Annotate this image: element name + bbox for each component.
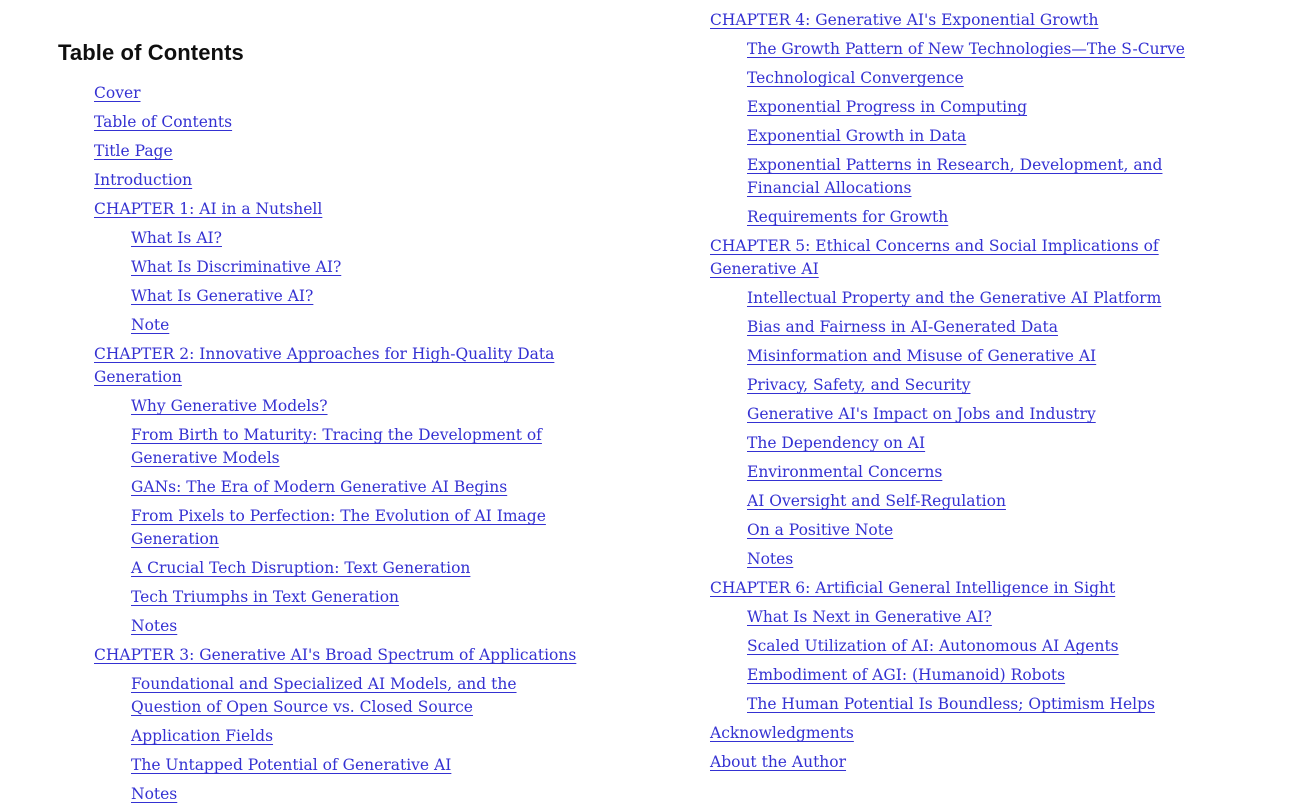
toc-entry xyxy=(94,82,582,105)
toc-sub-link[interactable]: The Human Potential Is Boundless; Optimism Helps xyxy=(747,695,1155,713)
toc-sub-link[interactable]: AI Oversight and Self-Regulation xyxy=(747,492,1006,510)
page-title: Table of Contents xyxy=(58,40,244,65)
toc-sub-link[interactable]: Note xyxy=(131,316,170,334)
toc-entry xyxy=(131,586,582,609)
toc-list-right xyxy=(710,9,1234,774)
toc-top-link[interactable]: CHAPTER 2: Innovative Approaches for High-Quality Data Generation xyxy=(94,345,555,386)
toc-entry xyxy=(94,343,582,389)
toc-top-link[interactable]: CHAPTER 4: Generative AI's Exponential Growth xyxy=(710,11,1099,29)
toc-entry xyxy=(747,548,1234,571)
toc-entry xyxy=(747,664,1234,687)
toc-sub-link[interactable]: What Is Generative AI? xyxy=(131,287,314,305)
toc-sub-link[interactable]: Technological Convergence xyxy=(747,69,964,87)
toc-entry xyxy=(747,490,1234,513)
toc-entry xyxy=(710,722,1234,745)
toc-entry xyxy=(747,374,1234,397)
toc-sub-link[interactable]: Misinformation and Misuse of Generative AI xyxy=(747,347,1097,365)
toc-entry xyxy=(131,673,582,719)
toc-sub-link[interactable]: On a Positive Note xyxy=(747,521,894,539)
toc-sub-link[interactable]: Exponential Patterns in Research, Development, and Financial Allocations xyxy=(747,156,1163,197)
toc-entry xyxy=(131,505,582,551)
toc-entry xyxy=(747,403,1234,426)
toc-sub-link[interactable]: Generative AI's Impact on Jobs and Industry xyxy=(747,405,1096,423)
toc-entry xyxy=(747,316,1234,339)
toc-entry xyxy=(131,557,582,580)
toc-sub-link[interactable]: GANs: The Era of Modern Generative AI Begins xyxy=(131,478,508,496)
toc-top-link[interactable]: Table of Contents xyxy=(94,113,233,131)
toc-sub-link[interactable]: Requirements for Growth xyxy=(747,208,949,226)
toc-sub-link[interactable]: A Crucial Tech Disruption: Text Generation xyxy=(131,559,471,577)
toc-top-link[interactable]: CHAPTER 1: AI in a Nutshell xyxy=(94,200,323,218)
toc-entry xyxy=(131,615,582,638)
toc-entry xyxy=(131,754,582,777)
toc-entry xyxy=(747,125,1234,148)
toc-entry xyxy=(131,314,582,337)
toc-entry xyxy=(747,693,1234,716)
toc-sub-link[interactable]: Intellectual Property and the Generative AI Platform xyxy=(747,289,1162,307)
toc-entry xyxy=(94,140,582,163)
toc-entry xyxy=(747,287,1234,310)
toc-entry xyxy=(94,169,582,192)
toc-entry xyxy=(131,285,582,308)
toc-top-link[interactable]: Introduction xyxy=(94,171,193,189)
toc-entry xyxy=(747,67,1234,90)
toc-entry xyxy=(94,198,582,221)
toc-sub-link[interactable]: What Is AI? xyxy=(131,229,222,247)
toc-sub-link[interactable]: Application Fields xyxy=(131,727,274,745)
toc-sub-link[interactable]: Bias and Fairness in AI-Generated Data xyxy=(747,318,1059,336)
toc-sub-link[interactable]: Exponential Progress in Computing xyxy=(747,98,1028,116)
toc-top-link[interactable]: CHAPTER 5: Ethical Concerns and Social Implications of Generative AI xyxy=(710,237,1159,278)
toc-list-left xyxy=(58,82,582,806)
toc-entry xyxy=(747,206,1234,229)
toc-sub-link[interactable]: Notes xyxy=(131,785,178,803)
toc-entry xyxy=(131,725,582,748)
toc-entry xyxy=(747,345,1234,368)
toc-entry xyxy=(747,461,1234,484)
toc-entry xyxy=(747,38,1234,61)
toc-entry xyxy=(131,424,582,470)
toc-sub-link[interactable]: What Is Next in Generative AI? xyxy=(747,608,992,626)
toc-sub-link[interactable]: Exponential Growth in Data xyxy=(747,127,967,145)
toc-sub-link[interactable]: Foundational and Specialized AI Models, and the Question of Open Source vs. Closed Source xyxy=(131,675,517,716)
toc-sub-link[interactable]: From Birth to Maturity: Tracing the Development of Generative Models xyxy=(131,426,542,467)
toc-entry xyxy=(710,235,1234,281)
toc-entry xyxy=(747,154,1234,200)
toc-entry xyxy=(747,606,1234,629)
toc-entry xyxy=(131,227,582,250)
toc-right-column xyxy=(710,9,1234,780)
toc-entry xyxy=(131,476,582,499)
toc-entry xyxy=(131,256,582,279)
toc-entry xyxy=(94,644,582,667)
toc-sub-link[interactable]: Privacy, Safety, and Security xyxy=(747,376,971,394)
toc-entry xyxy=(747,635,1234,658)
toc-sub-link[interactable]: Environmental Concerns xyxy=(747,463,943,481)
toc-sub-link[interactable]: Why Generative Models? xyxy=(131,397,328,415)
toc-top-link[interactable]: About the Author xyxy=(710,753,847,771)
toc-top-link[interactable]: Cover xyxy=(94,84,141,102)
toc-entry xyxy=(94,111,582,134)
toc-top-link[interactable]: Title Page xyxy=(94,142,173,160)
toc-sub-link[interactable]: The Dependency on AI xyxy=(747,434,926,452)
toc-sub-link[interactable]: Scaled Utilization of AI: Autonomous AI Agents xyxy=(747,637,1119,655)
toc-left-column xyxy=(58,40,582,812)
toc-top-link[interactable]: CHAPTER 3: Generative AI's Broad Spectrum of Applications xyxy=(94,646,577,664)
toc-entry xyxy=(710,577,1234,600)
toc-top-link[interactable]: CHAPTER 6: Artificial General Intelligence in Sight xyxy=(710,579,1116,597)
toc-top-link[interactable]: Acknowledgments xyxy=(710,724,854,742)
toc-sub-link[interactable]: Embodiment of AGI: (Humanoid) Robots xyxy=(747,666,1066,684)
toc-entry xyxy=(131,395,582,418)
toc-entry xyxy=(747,432,1234,455)
toc-entry xyxy=(747,96,1234,119)
toc-sub-link[interactable]: What Is Discriminative AI? xyxy=(131,258,342,276)
toc-entry xyxy=(710,9,1234,32)
toc-sub-link[interactable]: The Growth Pattern of New Technologies—The S-Curve xyxy=(747,40,1185,58)
toc-entry xyxy=(131,783,582,806)
toc-entry xyxy=(747,519,1234,542)
toc-sub-link[interactable]: From Pixels to Perfection: The Evolution of AI Image Generation xyxy=(131,507,546,548)
toc-sub-link[interactable]: Tech Triumphs in Text Generation xyxy=(131,588,400,606)
toc-sub-link[interactable]: The Untapped Potential of Generative AI xyxy=(131,756,452,774)
toc-sub-link[interactable]: Notes xyxy=(131,617,178,635)
toc-sub-link[interactable]: Notes xyxy=(747,550,794,568)
toc-entry xyxy=(710,751,1234,774)
